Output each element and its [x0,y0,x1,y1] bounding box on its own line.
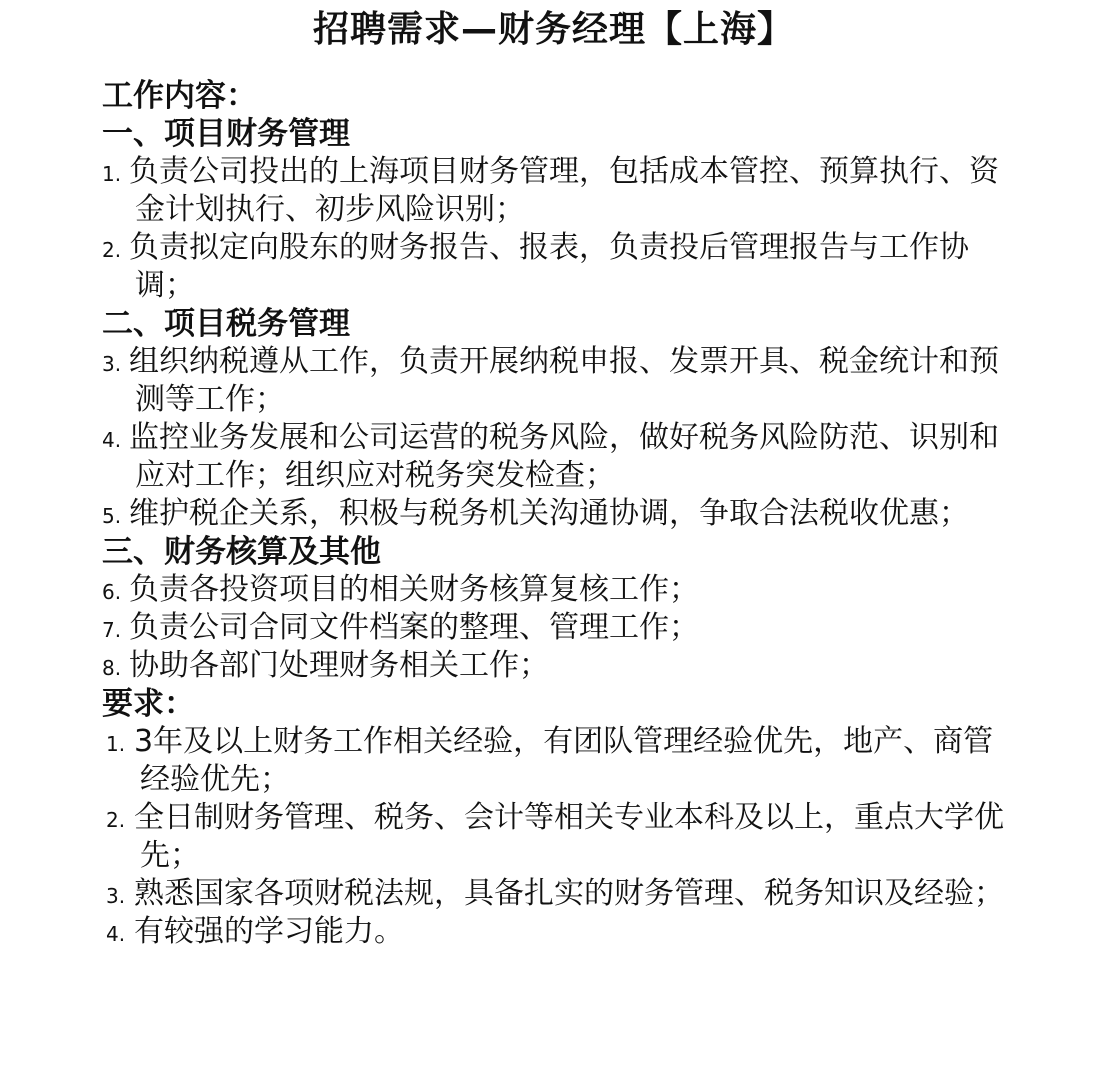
item-text: 负责公司合同文件档案的整理、管理工作； [129,610,699,645]
list-item [102,723,1017,799]
list-item [102,229,1017,305]
item-number: 1. [106,732,126,756]
list-item [102,799,1017,875]
item-number: 8. [102,656,122,680]
list-item [102,571,1017,609]
item-text: 3年及以上财务工作相关经验，有团队管理经验优先，地产、商管经验优先； [134,724,994,797]
list-item [102,647,1017,685]
section-heading-finance: 一、项目财务管理 [102,116,350,152]
item-text: 监控业务发展和公司运营的税务风险，做好税务风险防范、识别和应对工作；组织应对税务突发检查； [129,420,999,493]
requirements-list [102,723,1017,951]
item-number: 7. [102,618,122,642]
item-number: 4. [106,922,126,946]
requirements-heading: 要求： [102,686,195,722]
item-number: 4. [102,428,122,452]
item-number: 1. [102,162,122,186]
item-text: 维护税企关系，积极与税务机关沟通协调，争取合法税收优惠； [129,496,969,531]
list-item [102,875,1017,913]
item-text: 有较强的学习能力。 [134,914,404,949]
list-item [102,343,1017,419]
item-number: 3. [102,352,122,376]
document-body [102,77,1017,951]
item-text: 组织纳税遵从工作，负责开展纳税申报、发票开具、税金统计和预测等工作； [129,344,999,417]
item-text: 协助各部门处理财务相关工作； [129,648,549,683]
list-item [102,609,1017,647]
item-number: 2. [102,238,122,262]
item-number: 6. [102,580,122,604]
page-title: 招聘需求—财务经理【上海】 [312,9,794,50]
section-heading-tax: 二、项目税务管理 [102,306,350,342]
item-text: 全日制财务管理、税务、会计等相关专业本科及以上，重点大学优先； [134,800,1004,873]
item-text: 负责拟定向股东的财务报告、报表，负责投后管理报告与工作协调； [129,230,969,303]
item-number: 2. [106,808,126,832]
list-item [102,153,1017,229]
list-item [102,419,1017,495]
list-item [102,913,1017,951]
item-text: 负责公司投出的上海项目财务管理，包括成本管控、预算执行、资金计划执行、初步风险识别； [129,154,999,227]
section-heading-accounting: 三、财务核算及其他 [102,534,381,570]
item-text: 负责各投资项目的相关财务核算复核工作； [129,572,699,607]
item-text: 熟悉国家各项财税法规，具备扎实的财务管理、税务知识及经验； [134,876,1004,911]
item-number: 5. [102,504,122,528]
list-item [102,495,1017,533]
work-content-heading: 工作内容： [102,78,257,114]
item-number: 3. [106,884,126,908]
